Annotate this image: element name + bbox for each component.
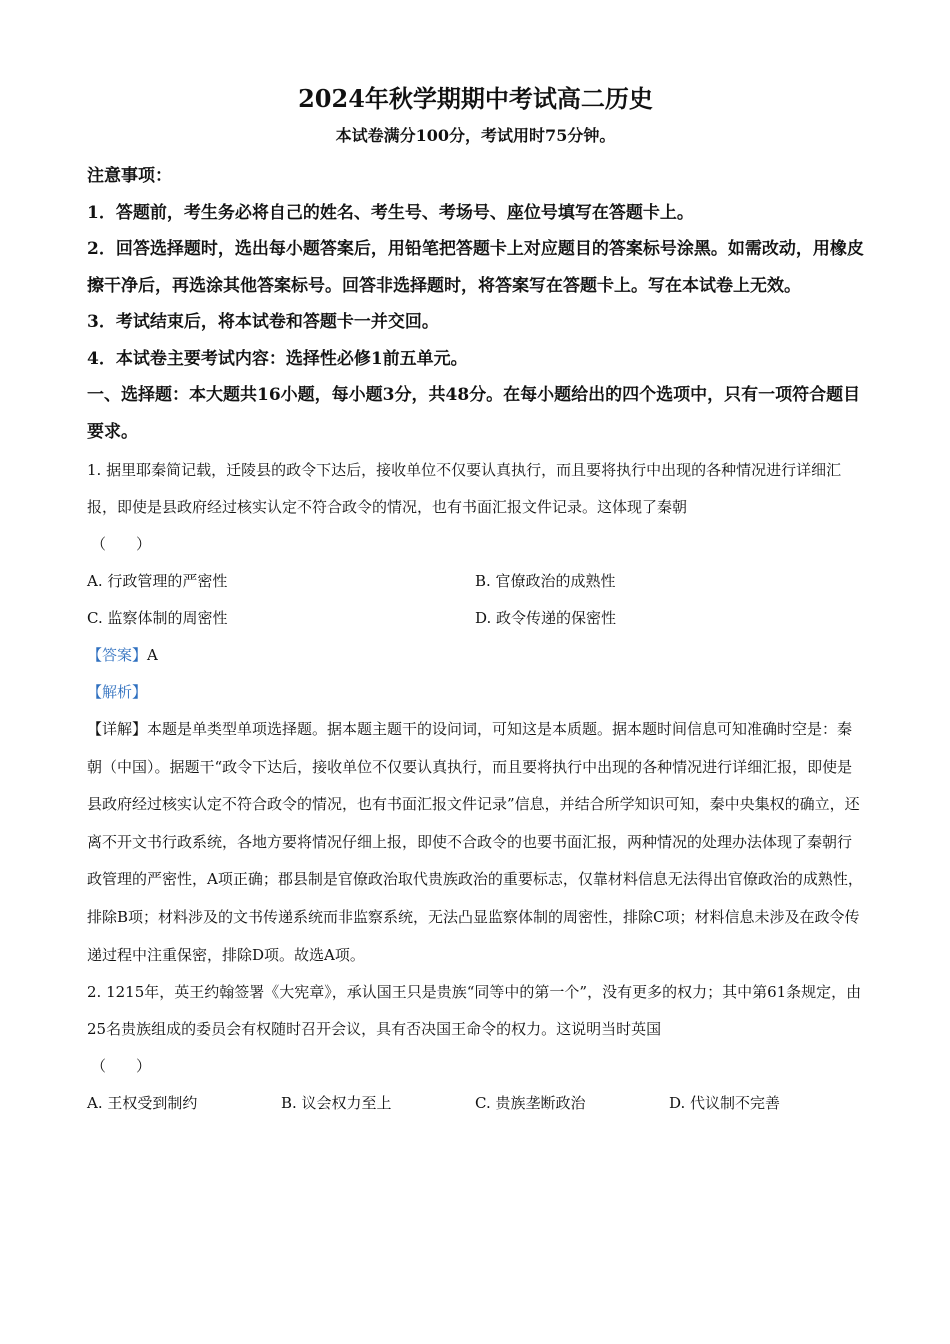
option-b[interactable]: B. 官僚政治的成熟性	[475, 572, 616, 590]
option-row	[87, 600, 864, 637]
notice-item: 2．回答选择题时，选出每小题答案后，用铅笔把答题卡上对应题目的答案标号涂黑。如需改动，用橡皮擦干净后，再选涂其他答案标号。回答非选择题时，将答案写在答题卡上。写在本试卷上无效。	[87, 239, 864, 296]
answer-line	[87, 637, 864, 674]
question-stem: 2. 1215年，英王约翰签署《大宪章》，承认国王只是贵族“同等中的第一个”，没有更多的权力；其中第61条规定，由25名贵族组成的委员会有权随时召开会议，具有否决国王命令的权力。这说明当时英国	[87, 983, 862, 1039]
option-d[interactable]: D. 代议制不完善	[669, 1094, 781, 1113]
question-2	[87, 974, 864, 1122]
notice-section	[87, 158, 864, 377]
page-subtitle: 本试卷满分100分，考试用时75分钟。	[335, 126, 616, 145]
option-a[interactable]: A. 王权受到制约	[87, 1094, 198, 1113]
answer-parentheses: （ ）	[91, 1057, 152, 1076]
option-d[interactable]: D. 政令传递的保密性	[475, 609, 617, 627]
analysis-tag: 【解析】	[87, 683, 148, 701]
notice-item: 3．考试结束后，将本试卷和答题卡一并交回。	[87, 312, 439, 332]
analysis-line	[87, 674, 864, 711]
answer-tag: 【答案】	[87, 646, 148, 664]
answer-parentheses: （ ）	[91, 535, 152, 553]
analysis-detail: 【详解】本题是单类型单项选择题。据本题主题干的设问词，可知这是本质题。据本题时间信息可知准确时空是：秦朝（中国）。据题干“政令下达后，接收单位不仅要认真执行，而且要将执行中出现的各种情况进行详细汇报，即使是县政府经过核实认定不符合政令的情况，也有书面汇报文件记录”信息，并结合所学知识可知，秦中央集权的确立，还离不开文书行政系统，各地方要将情况仔细上报，即使不合政令的也要书面汇报，两种情况的处理办法体现了秦朝行政管理的严密性，A项正确；郡县制是官僚政治取代贵族政治的重要标志，仅靠材料信息无法得出官僚政治的成熟性，排除B项；材料涉及的文书传递系统而非监察系统，无法凸显监察体制的周密性，排除C项；材料信息未涉及在政令传递过程中注重保密，排除D项。故选A项。	[87, 720, 863, 964]
answer-value: A	[147, 646, 158, 664]
notice-heading: 注意事项：	[87, 166, 172, 186]
option-a[interactable]: A. 行政管理的严密性	[87, 572, 228, 590]
option-c[interactable]: C. 监察体制的周密性	[87, 609, 228, 627]
question-stem: 1. 据里耶秦简记载，迁陵县的政令下达后，接收单位不仅要认真执行，而且要将执行中出现的各种情况进行详细汇报，即使是县政府经过核实认定不符合政令的情况，也有书面汇报文件记录。这体现了秦朝	[87, 461, 842, 516]
notice-item: 1．答题前，考生务必将自己的姓名、考生号、考场号、座位号填写在答题卡上。	[87, 202, 694, 223]
option-b[interactable]: B. 议会权力至上	[281, 1094, 392, 1113]
option-row	[87, 563, 864, 600]
option-c[interactable]: C. 贵族垄断政治	[475, 1094, 586, 1113]
option-row	[87, 1085, 864, 1122]
section-heading: 一、选择题：本大题共16小题，每小题3分，共48分。在每小题给出的四个选项中，只有一项符合题目要求。	[87, 385, 861, 442]
page-title: 2024年秋学期期中考试高二历史	[298, 84, 653, 113]
notice-item: 4．本试卷主要考试内容：选择性必修1前五单元。	[87, 348, 468, 369]
question-1	[87, 452, 864, 974]
